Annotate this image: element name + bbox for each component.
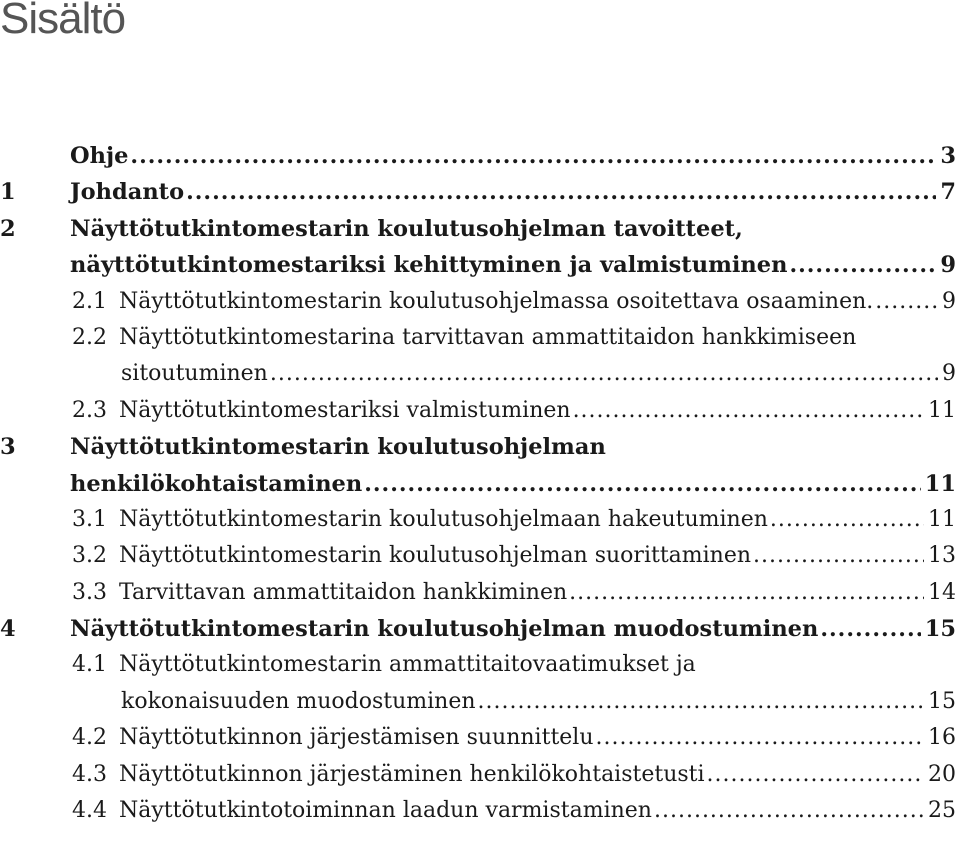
toc-entry-title: näyttötutkintomestariksi kehittyminen ja valmistuminen <box>70 252 788 279</box>
toc-entry[interactable] <box>0 611 960 647</box>
toc-entry-number: 3 <box>0 434 16 461</box>
toc-entry[interactable] <box>0 356 960 392</box>
toc-entry[interactable] <box>0 174 960 210</box>
toc-entry-page-number: 11 <box>924 470 956 497</box>
toc-entry[interactable] <box>0 575 960 611</box>
toc-entry-page-number: 9 <box>942 288 956 314</box>
dot-leader <box>654 793 924 829</box>
toc-entry-number: 3.3 <box>72 579 107 605</box>
toc-entry-title: Näyttötutkintomestarin koulutusohjelman <box>70 434 606 461</box>
toc-entry-page-number: 11 <box>928 506 956 532</box>
toc-entry-title: Näyttötutkintomestarin koulutusohjelman tavoitteet, <box>70 215 743 242</box>
dot-leader <box>707 757 924 793</box>
toc-entry-title: Näyttötutkinnon järjestämisen suunnittelu <box>119 725 594 751</box>
dot-leader <box>770 502 924 538</box>
toc-entry[interactable] <box>0 429 960 465</box>
toc-entry[interactable] <box>0 393 960 429</box>
toc-entry-title: henkilökohtaistaminen <box>70 470 363 497</box>
toc-entry[interactable] <box>0 502 960 538</box>
toc-entry-page-number: 3 <box>940 143 956 169</box>
toc-entry[interactable] <box>0 284 960 320</box>
toc-entry-title: Näyttötutkintomestarin koulutusohjelman muodostuminen <box>70 616 819 643</box>
toc-entry-page-number: 9 <box>942 361 956 387</box>
page-title: Sisältö <box>0 0 126 43</box>
dot-leader <box>186 174 936 210</box>
dot-leader <box>820 611 920 647</box>
toc-entry-title: Näyttötutkintotoiminnan laadun varmistaminen <box>119 798 652 824</box>
table-of-contents <box>0 138 960 829</box>
toc-entry[interactable] <box>0 720 960 756</box>
toc-entry-number: 2.3 <box>72 397 107 423</box>
toc-entry-title: Näyttötutkintomestariksi valmistuminen <box>119 397 571 423</box>
toc-entry-number: 2 <box>0 215 16 242</box>
toc-entry-number: 4.4 <box>72 798 107 824</box>
toc-entry-number: 3.2 <box>72 543 107 569</box>
toc-entry-number: 4 <box>0 616 16 643</box>
toc-entry[interactable] <box>0 466 960 502</box>
toc-entry[interactable] <box>0 684 960 720</box>
dot-leader <box>753 538 924 574</box>
toc-entry-page-number: 16 <box>928 725 956 751</box>
dot-leader <box>364 466 920 502</box>
toc-entry-page-number: 11 <box>928 397 956 423</box>
dot-leader <box>573 393 924 429</box>
toc-entry-number: 2.2 <box>72 324 107 350</box>
toc-entry-page-number: 25 <box>928 798 956 824</box>
toc-entry-number: 3.1 <box>72 506 107 532</box>
toc-entry-title: Näyttötutkintomestarin koulutusohjelmassa osoitettava osaaminen. <box>119 288 874 314</box>
dot-leader <box>270 356 938 392</box>
toc-entry-title: sitoutuminen <box>121 361 268 387</box>
toc-entry-title: Näyttötutkintomestarin koulutusohjelmaan hakeutuminen <box>119 506 768 532</box>
toc-entry[interactable] <box>0 538 960 574</box>
toc-entry-number: 1 <box>0 179 16 206</box>
toc-entry-title: Johdanto <box>70 179 185 206</box>
toc-entry-number: 2.1 <box>72 288 107 314</box>
toc-entry[interactable] <box>0 757 960 793</box>
toc-entry-title: Näyttötutkinnon järjestäminen henkilökohtaistetusti <box>119 761 705 787</box>
toc-entry-page-number: 15 <box>924 616 956 643</box>
toc-entry[interactable] <box>0 647 960 683</box>
toc-entry[interactable] <box>0 211 960 247</box>
toc-entry-title: Näyttötutkintomestarina tarvittavan ammattitaidon hankkimiseen <box>119 324 857 350</box>
toc-entry-title: kokonaisuuden muodostuminen <box>121 688 476 714</box>
dot-leader <box>478 684 924 720</box>
toc-entry[interactable] <box>0 138 960 174</box>
dot-leader <box>569 575 924 611</box>
toc-entry-title: Näyttötutkintomestarin koulutusohjelman suorittaminen <box>119 543 752 569</box>
toc-entry-number: 4.1 <box>72 652 107 678</box>
dot-leader <box>789 247 936 283</box>
dot-leader <box>875 284 938 320</box>
toc-entry-title: Ohje <box>70 143 129 169</box>
toc-entry-page-number: 20 <box>928 761 956 787</box>
toc-entry-title: Tarvittavan ammattitaidon hankkiminen <box>119 579 568 605</box>
toc-entry[interactable] <box>0 793 960 829</box>
toc-entry-page-number: 13 <box>928 543 956 569</box>
toc-entry-page-number: 9 <box>940 252 956 279</box>
toc-entry-page-number: 14 <box>928 579 956 605</box>
toc-entry-page-number: 7 <box>940 179 956 206</box>
toc-entry-number: 4.3 <box>72 761 107 787</box>
toc-entry[interactable] <box>0 320 960 356</box>
dot-leader <box>130 138 936 174</box>
toc-entry-number: 4.2 <box>72 725 107 751</box>
toc-entry[interactable] <box>0 247 960 283</box>
toc-entry-page-number: 15 <box>928 688 956 714</box>
toc-entry-title: Näyttötutkintomestarin ammattitaitovaatimukset ja <box>119 652 696 678</box>
dot-leader <box>596 720 924 756</box>
